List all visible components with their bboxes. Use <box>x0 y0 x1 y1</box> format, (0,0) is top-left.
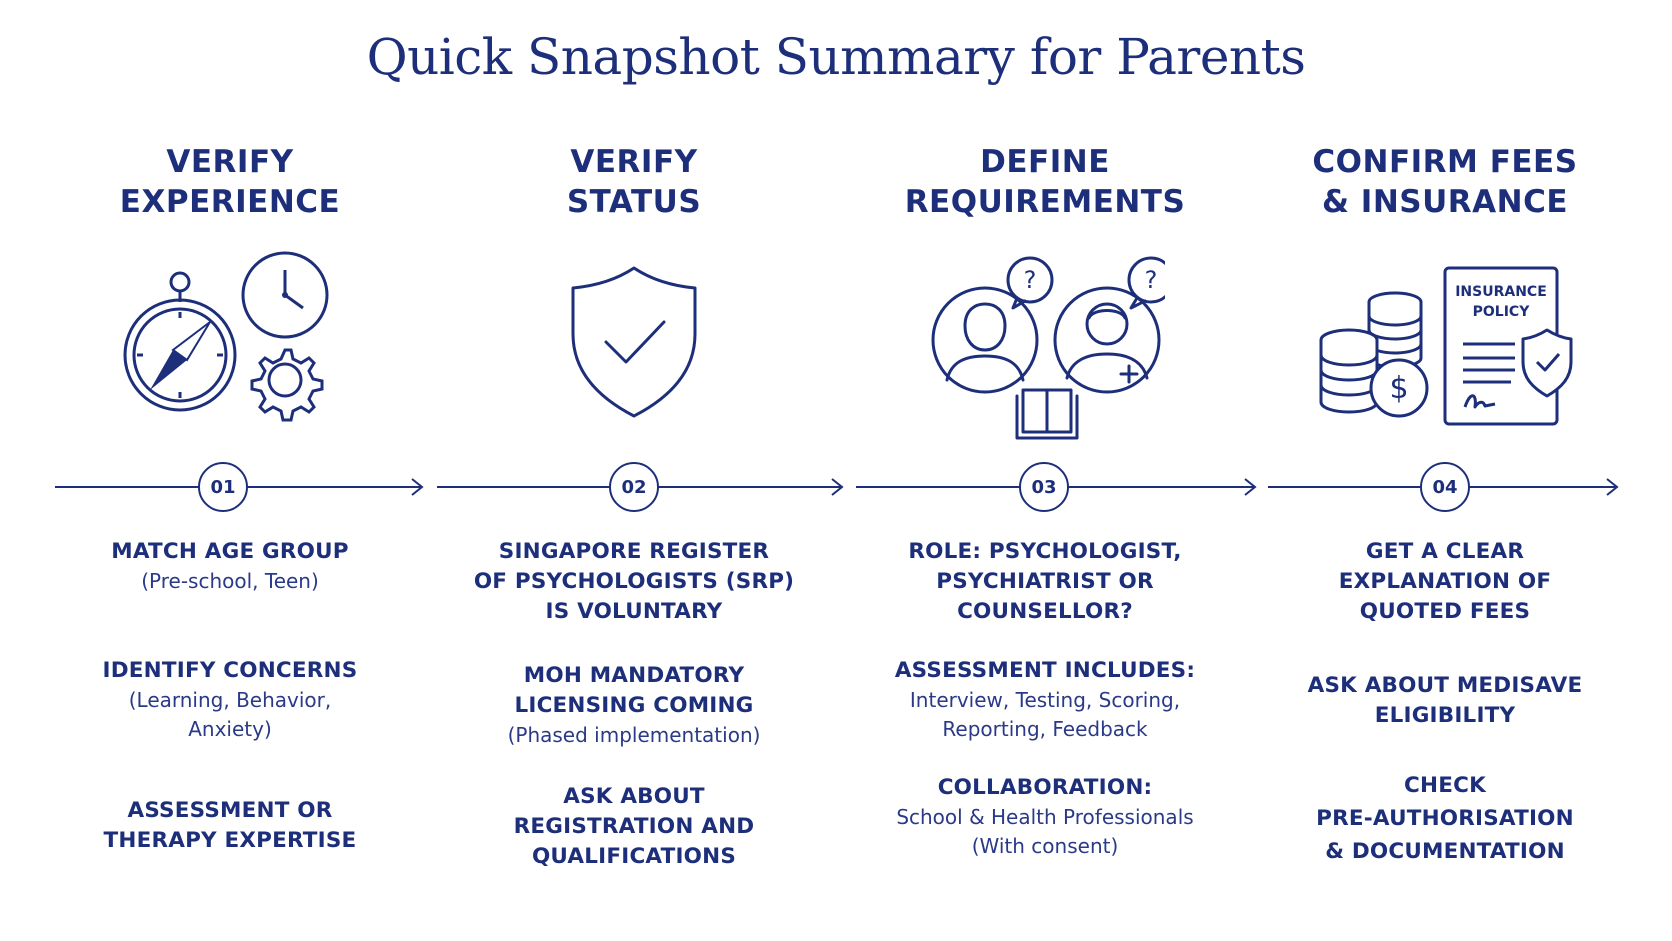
block-collaboration: COLLABORATION: School & Health Professionals (With consent) <box>896 775 1194 858</box>
block-identify-concerns: IDENTIFY CONCERNS (Learning, Behavior, Anxiety) <box>102 658 358 741</box>
block-ask-registration: ASK ABOUT REGISTRATION AND QUALIFICATIONS <box>513 784 755 869</box>
block-quoted-fees: GET A CLEAR EXPLANATION OF QUOTED FEES <box>1338 539 1552 624</box>
block-srp-voluntary: SINGAPORE REGISTER OF PSYCHOLOGISTS (SRP) IS VOLUNTARY <box>473 539 795 624</box>
page-title: Quick Snapshot Summary for Parents <box>366 28 1306 86</box>
column-heading: DEFINE REQUIREMENTS <box>904 144 1186 220</box>
step-badge-01: 01 <box>198 462 248 512</box>
block-match-age-group: MATCH AGE GROUP (Pre-school, Teen) <box>111 539 349 593</box>
timeline-arrow-4 <box>1607 479 1617 495</box>
step-badge-03: 03 <box>1019 462 1069 512</box>
shield-check-icon <box>454 262 814 452</box>
block-role: ROLE: PSYCHOLOGIST, PSYCHIATRIST OR COUNSELLOR? <box>908 539 1182 624</box>
coins-insurance-policy-icon <box>1265 262 1625 452</box>
step-badge-04: 04 <box>1420 462 1470 512</box>
timeline-arrow-2 <box>832 479 842 495</box>
block-moh-licensing: MOH MANDATORY LICENSING COMING (Phased implementation) <box>507 663 761 747</box>
timeline-arrow-3 <box>1245 479 1255 495</box>
block-assessment-includes: ASSESSMENT INCLUDES: Interview, Testing, Scoring, Reporting, Feedback <box>894 658 1196 741</box>
block-medisave: ASK ABOUT MEDISAVE ELIGIBILITY <box>1307 673 1583 728</box>
people-question-book-icon <box>865 250 1225 440</box>
compass-clock-gear-icon <box>50 250 410 440</box>
column-heading: VERIFY STATUS <box>566 144 702 220</box>
column-heading: VERIFY EXPERIENCE <box>119 144 341 220</box>
insurance-policy-label-2: POLICY <box>1472 304 1530 320</box>
block-assessment-therapy: ASSESSMENT OR THERAPY EXPERTISE <box>103 798 357 853</box>
svg-text:?: ? <box>1023 266 1037 294</box>
column-heading: CONFIRM FEES & INSURANCE <box>1312 144 1578 220</box>
svg-text:?: ? <box>1144 266 1158 294</box>
timeline-arrow-1 <box>412 479 422 495</box>
block-pre-authorisation: CHECK PRE-AUTHORISATION & DOCUMENTATION <box>1316 773 1574 864</box>
step-badge-02: 02 <box>609 462 659 512</box>
insurance-policy-label: INSURANCE <box>1455 284 1547 300</box>
svg-text:$: $ <box>1389 371 1409 406</box>
